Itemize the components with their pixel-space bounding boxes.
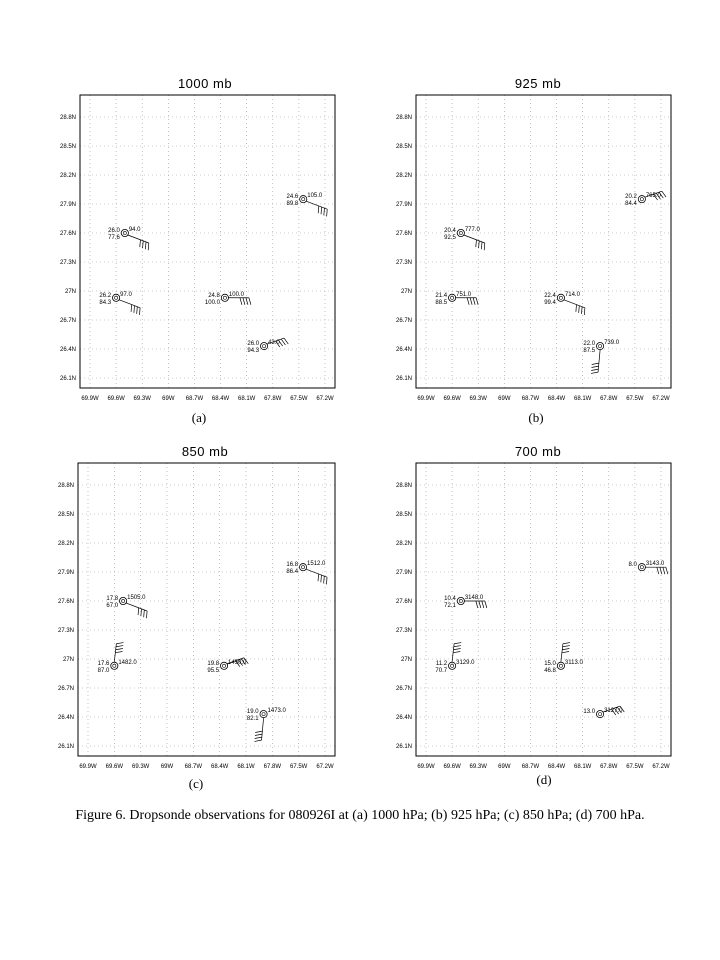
- barb-flag: [454, 643, 461, 644]
- barb-flag: [666, 567, 668, 574]
- x-tick-label: 69W: [498, 396, 511, 402]
- x-tick-label: 68.7W: [521, 396, 540, 402]
- station-marker-inner: [640, 566, 643, 569]
- station-height: 739.0: [604, 340, 620, 347]
- barb-flag: [563, 643, 570, 644]
- y-tick-label: 26.4N: [59, 347, 76, 353]
- y-tick-label: 28.5N: [395, 512, 412, 518]
- station-height: 1505.0: [127, 595, 146, 601]
- station-temperature: 22.0: [583, 341, 596, 348]
- y-tick-label: 28.5N: [59, 144, 76, 150]
- y-tick-label: 27.9N: [395, 570, 412, 576]
- station-temperature: 10.4: [444, 596, 456, 602]
- y-tick-label: 27.3N: [395, 260, 412, 266]
- y-tick-label: 27.6N: [59, 231, 76, 237]
- station-temperature: 19.8: [207, 660, 220, 667]
- station-humidity: 87.5: [583, 348, 596, 355]
- station-height: 1482.0: [118, 659, 137, 666]
- barb-flag: [476, 601, 478, 608]
- station-marker-inner: [598, 713, 601, 716]
- station-height: 751.0: [456, 291, 472, 298]
- station-marker-inner: [559, 664, 562, 667]
- y-tick-label: 26.1N: [395, 744, 412, 750]
- y-tick-label: 26.1N: [59, 376, 76, 382]
- x-tick-label: 67.8W: [600, 396, 618, 402]
- x-tick-label: 67.2W: [316, 764, 334, 770]
- panel-a-title: 1000 mb: [177, 76, 233, 91]
- station-height: 1512.0: [307, 561, 326, 568]
- y-tick-label: 26.7N: [395, 318, 412, 324]
- barb-flag: [562, 649, 569, 650]
- barb-flag: [657, 567, 659, 574]
- y-tick-label: 27.6N: [395, 599, 412, 605]
- barb-flag: [479, 601, 481, 608]
- station-humidity: 89.8: [286, 201, 299, 208]
- x-tick-label: 67.5W: [626, 396, 644, 402]
- y-tick-label: 26.4N: [395, 715, 412, 721]
- station-temperature: 20.2: [625, 194, 637, 201]
- station-humidity: 100.0: [204, 299, 220, 306]
- x-tick-label: 69.9W: [81, 396, 99, 402]
- station-humidity: 46.8: [544, 667, 556, 674]
- x-tick-label: 68.1W: [237, 396, 256, 402]
- barb-flag: [453, 651, 460, 652]
- station-height: 1450.0: [228, 659, 247, 666]
- y-tick-label: 26.7N: [59, 318, 76, 324]
- y-tick-label: 28.8N: [59, 115, 76, 121]
- station-humidity: 72.1: [444, 603, 456, 609]
- x-tick-label: 69.3W: [469, 764, 487, 770]
- x-tick-label: 69.9W: [417, 396, 435, 402]
- barb-flag: [663, 567, 665, 574]
- x-tick-label: 68.4W: [547, 396, 566, 402]
- x-tick-label: 69.9W: [417, 764, 435, 770]
- x-tick-label: 69W: [498, 764, 511, 770]
- y-tick-label: 27N: [62, 657, 74, 663]
- y-tick-label: 28.8N: [395, 115, 412, 121]
- station-humidity: 87.0: [97, 667, 110, 674]
- station-temperature: 19.0: [246, 709, 259, 716]
- panel-b-title: 925 mb: [514, 76, 562, 91]
- station-height: 97.0: [120, 291, 132, 298]
- y-tick-label: 27.9N: [57, 570, 74, 576]
- x-tick-label: 69.3W: [469, 396, 487, 402]
- y-tick-label: 28.2N: [395, 541, 412, 547]
- panel-b-label: (b): [528, 410, 544, 425]
- station-height: 777.0: [464, 227, 480, 233]
- station-temperature: 24.6: [286, 194, 299, 201]
- y-tick-label: 28.2N: [57, 541, 74, 547]
- station-temperature: 26.0: [108, 228, 120, 234]
- y-tick-label: 27.3N: [395, 628, 412, 634]
- y-tick-label: 28.2N: [59, 173, 76, 179]
- station-temperature: 16.8: [286, 562, 299, 569]
- x-tick-label: 68.1W: [573, 396, 592, 402]
- station-temperature: 13.0: [583, 709, 596, 716]
- x-tick-label: 67.8W: [263, 764, 282, 770]
- x-tick-label: 67.8W: [264, 396, 282, 402]
- panel-c-title: 850 mb: [181, 444, 229, 459]
- y-tick-label: 27N: [64, 289, 76, 295]
- station-temperature: 15.0: [544, 660, 556, 667]
- station-humidity: 82.1: [246, 716, 259, 723]
- barb-flag: [563, 646, 570, 647]
- station-temperature: 24.8: [208, 292, 220, 299]
- x-tick-label: 69W: [160, 764, 174, 770]
- x-tick-label: 69.3W: [133, 396, 151, 402]
- station-height: 3113.0: [564, 659, 583, 666]
- station-humidity: 92.5: [444, 235, 456, 241]
- barb-flag: [485, 601, 487, 608]
- x-tick-label: 67.2W: [652, 396, 670, 402]
- station-height: 43.0: [268, 340, 280, 347]
- station-humidity: 95.5: [207, 667, 220, 674]
- y-tick-label: 27.6N: [57, 599, 74, 605]
- x-tick-label: 69.6W: [107, 396, 125, 402]
- y-tick-label: 26.1N: [395, 376, 412, 382]
- y-tick-label: 26.7N: [395, 686, 412, 692]
- y-tick-label: 27.3N: [57, 628, 74, 634]
- x-tick-label: 68.7W: [521, 764, 540, 770]
- station-humidity: 94.3: [247, 348, 260, 355]
- station-height: 3129.0: [456, 659, 475, 666]
- panel-c-label: (c): [188, 776, 204, 791]
- station-temperature: 20.4: [444, 228, 456, 234]
- station-humidity: 88.5: [435, 299, 448, 306]
- x-tick-label: 67.2W: [652, 764, 670, 770]
- x-tick-label: 68.4W: [211, 396, 230, 402]
- x-tick-label: 68.1W: [237, 764, 255, 770]
- station-humidity: 86.4: [286, 569, 299, 576]
- station-temperature: 11.2: [435, 660, 448, 667]
- station-marker: [596, 711, 603, 718]
- barb-flag: [660, 567, 662, 574]
- panel-a-label: (a): [191, 410, 207, 425]
- station-height: 105.0: [307, 193, 323, 200]
- station-temperature: 21.4: [435, 292, 448, 299]
- y-tick-label: 27.3N: [59, 260, 76, 266]
- station-humidity: 67.0: [106, 603, 119, 609]
- y-tick-label: 27N: [400, 289, 412, 295]
- station-height: 3143.0: [645, 561, 665, 568]
- x-tick-label: 68.4W: [210, 764, 229, 770]
- y-tick-label: 28.5N: [395, 144, 412, 150]
- station-height: 94.0: [128, 227, 141, 233]
- barb-flag: [453, 649, 460, 650]
- x-tick-label: 68.7W: [185, 396, 204, 402]
- station-temperature: 26.0: [247, 341, 260, 348]
- panel-d-title: 700 mb: [514, 444, 562, 459]
- station-height: 3148.0: [464, 595, 484, 601]
- x-tick-label: 67.5W: [626, 764, 644, 770]
- station-humidity: 99.4: [544, 299, 556, 306]
- station-height: 714.0: [564, 291, 580, 298]
- y-tick-label: 27.9N: [395, 202, 412, 208]
- y-tick-label: 26.1N: [57, 744, 74, 750]
- x-tick-label: 69.6W: [443, 764, 461, 770]
- station-temperature: 26.2: [99, 292, 112, 299]
- station-humidity: 84.4: [625, 201, 637, 208]
- station-humidity: 70.7: [435, 667, 448, 674]
- barb-flag: [562, 651, 569, 652]
- station-temperature: 17.6: [97, 660, 110, 667]
- x-tick-label: 69.9W: [79, 764, 97, 770]
- y-tick-label: 26.7N: [57, 686, 74, 692]
- x-tick-label: 69.6W: [105, 764, 124, 770]
- x-tick-label: 67.2W: [316, 396, 334, 402]
- x-tick-label: 69.3W: [131, 764, 150, 770]
- wind-barb: [464, 601, 487, 608]
- y-tick-label: 28.8N: [57, 483, 74, 489]
- x-tick-label: 68.4W: [547, 764, 566, 770]
- y-tick-label: 26.4N: [395, 347, 412, 353]
- station-marker: [638, 564, 645, 571]
- station-marker-inner: [451, 664, 454, 667]
- x-tick-label: 67.5W: [290, 396, 308, 402]
- station-height: 100.0: [228, 291, 244, 298]
- wind-barb: [645, 567, 668, 574]
- station-height: 765.0: [645, 193, 661, 200]
- barb-flag: [454, 646, 461, 647]
- x-tick-label: 68.7W: [184, 764, 203, 770]
- y-tick-label: 26.4N: [57, 715, 74, 721]
- y-tick-label: 28.5N: [57, 512, 74, 518]
- station-temperature: 22.4: [544, 292, 556, 299]
- plot-frame: [416, 463, 671, 756]
- y-tick-label: 27.9N: [59, 202, 76, 208]
- figure-caption: Figure 6. Dropsonde observations for 080926I at (a) 1000 hPa; (b) 925 hPa; (c) 850 hPa; (d) 700 hPa.: [75, 808, 645, 823]
- y-tick-label: 28.2N: [395, 173, 412, 179]
- y-tick-label: 27.6N: [395, 231, 412, 237]
- station-temperature: 8.0: [628, 562, 637, 569]
- x-tick-label: 69.6W: [443, 396, 461, 402]
- station-humidity: 77.6: [108, 235, 120, 241]
- y-tick-label: 27N: [400, 657, 412, 663]
- x-tick-label: 68.1W: [573, 764, 592, 770]
- panel-d-label: (d): [536, 772, 552, 787]
- x-tick-label: 67.5W: [289, 764, 308, 770]
- station-humidity: 84.3: [99, 299, 112, 306]
- barb-flag: [482, 601, 484, 608]
- station-height: 1473.0: [267, 708, 286, 715]
- station-marker: [557, 662, 564, 669]
- station-height: 3127.0: [604, 708, 623, 715]
- station-temperature: 17.8: [106, 596, 119, 602]
- x-tick-label: 67.8W: [600, 764, 618, 770]
- y-tick-label: 28.8N: [395, 483, 412, 489]
- x-tick-label: 69W: [162, 396, 175, 402]
